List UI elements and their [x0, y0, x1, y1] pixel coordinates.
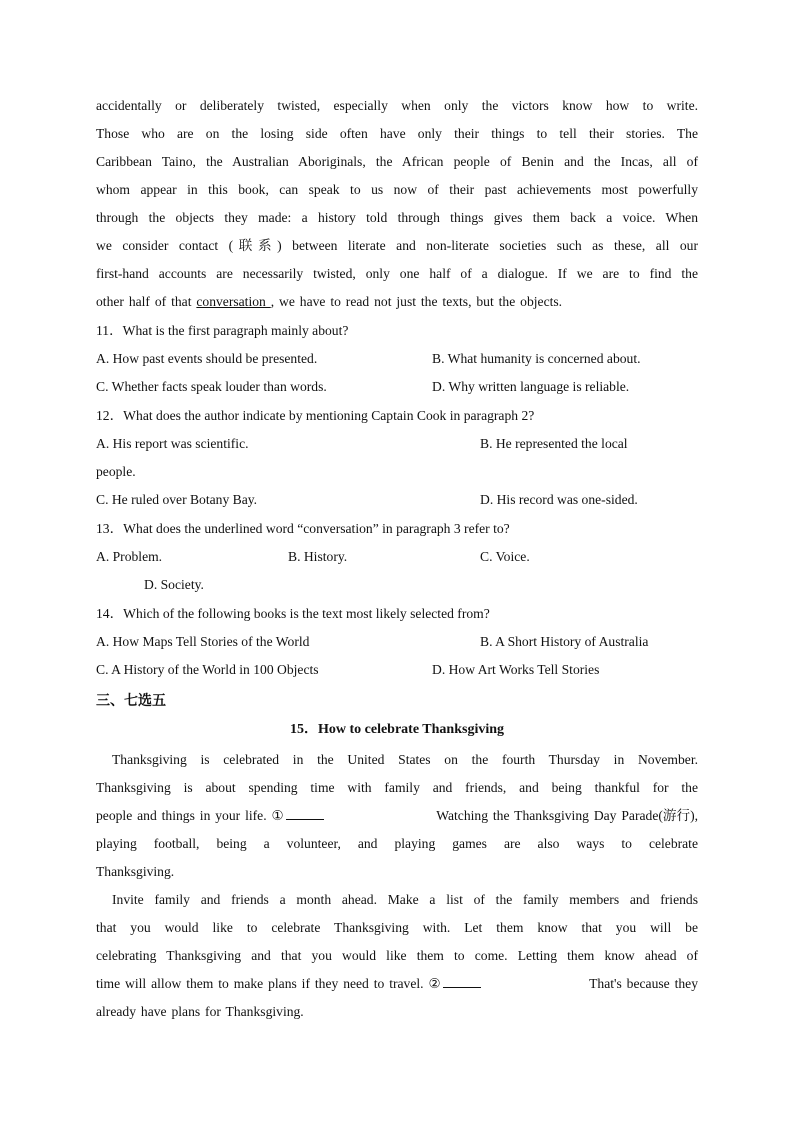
option-c: C. A History of the World in 100 Objects — [96, 662, 319, 677]
cloze-line: already have plans for Thanksgiving. — [96, 1004, 304, 1019]
cloze-line-part — [96, 970, 483, 998]
option-a: A. How past events should be presented. — [96, 351, 318, 366]
passage-line: we consider contact (联系) between literate and non-literate societies such as these, all our — [96, 238, 698, 253]
option-row — [96, 373, 698, 401]
question-14 — [96, 599, 698, 684]
cloze-text: people and things in your life. ① — [96, 808, 284, 823]
cloze-line: Thanksgiving. — [96, 864, 175, 879]
option-row — [96, 628, 698, 656]
cloze-passage — [96, 716, 698, 1026]
passage-line: accidentally or deliberately twisted, especially when only the victors know how to write. — [96, 98, 698, 113]
option-c: C. Voice. — [480, 549, 530, 564]
answer-blank-1[interactable] — [286, 805, 324, 820]
question-stem: 14．Which of the following books is the text most likely selected from? — [96, 606, 490, 621]
cloze-line: Invite family and friends a month ahead. Make a list of the family members and friends — [112, 892, 698, 907]
cloze-line-blank-2 — [96, 970, 698, 998]
question-11 — [96, 316, 698, 401]
option-row — [96, 571, 698, 599]
option-d: D. Why written language is reliable. — [432, 379, 630, 394]
passage-text: , we have to read not just the texts, but the objects. — [270, 294, 563, 309]
option-d: D. His record was one-sided. — [480, 492, 638, 507]
option-row — [96, 345, 698, 373]
passage-end — [96, 92, 698, 316]
option-row — [96, 430, 698, 458]
question-stem: 13．What does the underlined word “conversation” in paragraph 3 refer to? — [96, 521, 510, 536]
question-stem: 11．What is the first paragraph mainly about? — [96, 323, 349, 338]
underlined-word: conversation — [196, 294, 271, 309]
passage-text: other half of that — [96, 294, 197, 309]
option-row — [96, 543, 698, 571]
option-d: D. How Art Works Tell Stories — [432, 662, 600, 677]
cloze-text: Watching the Thanksgiving Day Parade(游行), — [436, 808, 698, 823]
passage-line-last — [96, 288, 698, 316]
cloze-line-blank-1 — [96, 802, 698, 830]
cloze-title: 15．How to celebrate Thanksgiving — [289, 722, 505, 737]
option-row — [96, 486, 698, 514]
option-a: A. Problem. — [96, 549, 163, 564]
option-d: D. Society. — [144, 577, 204, 592]
option-c: C. He ruled over Botany Bay. — [96, 492, 258, 507]
cloze-text: time will allow them to make plans if they need to travel. ② — [96, 976, 441, 991]
question-stem: 12．What does the author indicate by mentioning Captain Cook in paragraph 2? — [96, 408, 535, 423]
passage-line: Caribbean Taino, the Australian Aboriginals, the African people of Benin and the Incas, all of — [96, 154, 698, 169]
option-b: B. A Short History of Australia — [480, 634, 649, 649]
option-row — [96, 656, 698, 684]
option-b: B. What humanity is concerned about. — [432, 351, 641, 366]
cloze-paragraph-2 — [96, 886, 698, 1026]
option-b-continued: people. — [96, 464, 136, 479]
option-b: B. History. — [288, 549, 348, 564]
cloze-line: that you would like to celebrate Thanksgiving with. Let them know that you will be — [96, 920, 698, 935]
question-12 — [96, 401, 698, 514]
passage-line: through the objects they made: a history told through things gives them back a voice. When — [96, 210, 698, 225]
cloze-line: Thanksgiving is celebrated in the United States on the fourth Thursday in November. — [112, 752, 698, 767]
option-row — [96, 458, 698, 486]
option-c: C. Whether facts speak louder than words. — [96, 379, 327, 394]
cloze-line: Thanksgiving is about spending time with family and friends, and being thankful for the — [96, 780, 698, 795]
passage-line: first-hand accounts are necessarily twisted, only one half of a dialogue. If we are to find the — [96, 266, 698, 281]
cloze-line-part — [96, 802, 326, 830]
cloze-line: playing football, being a volunteer, and playing games are also ways to celebrate — [96, 836, 698, 851]
section-heading: 三、七选五 — [96, 693, 166, 709]
document-page — [96, 92, 698, 1026]
option-b: B. He represented the local — [480, 436, 628, 451]
option-a: A. His report was scientific. — [96, 436, 249, 451]
passage-line: whom appear in this book, can speak to us now of their past achievements most powerfully — [96, 182, 698, 197]
cloze-paragraph-1 — [96, 746, 698, 886]
answer-blank-2[interactable] — [443, 973, 481, 988]
question-13 — [96, 514, 698, 599]
option-a: A. How Maps Tell Stories of the World — [96, 634, 310, 649]
passage-line: Those who are on the losing side often have only their things to tell their stories. The — [96, 126, 698, 141]
cloze-text: That's because they — [589, 976, 698, 991]
cloze-line: celebrating Thanksgiving and that you would like them to come. Letting them know ahead of — [96, 948, 698, 963]
